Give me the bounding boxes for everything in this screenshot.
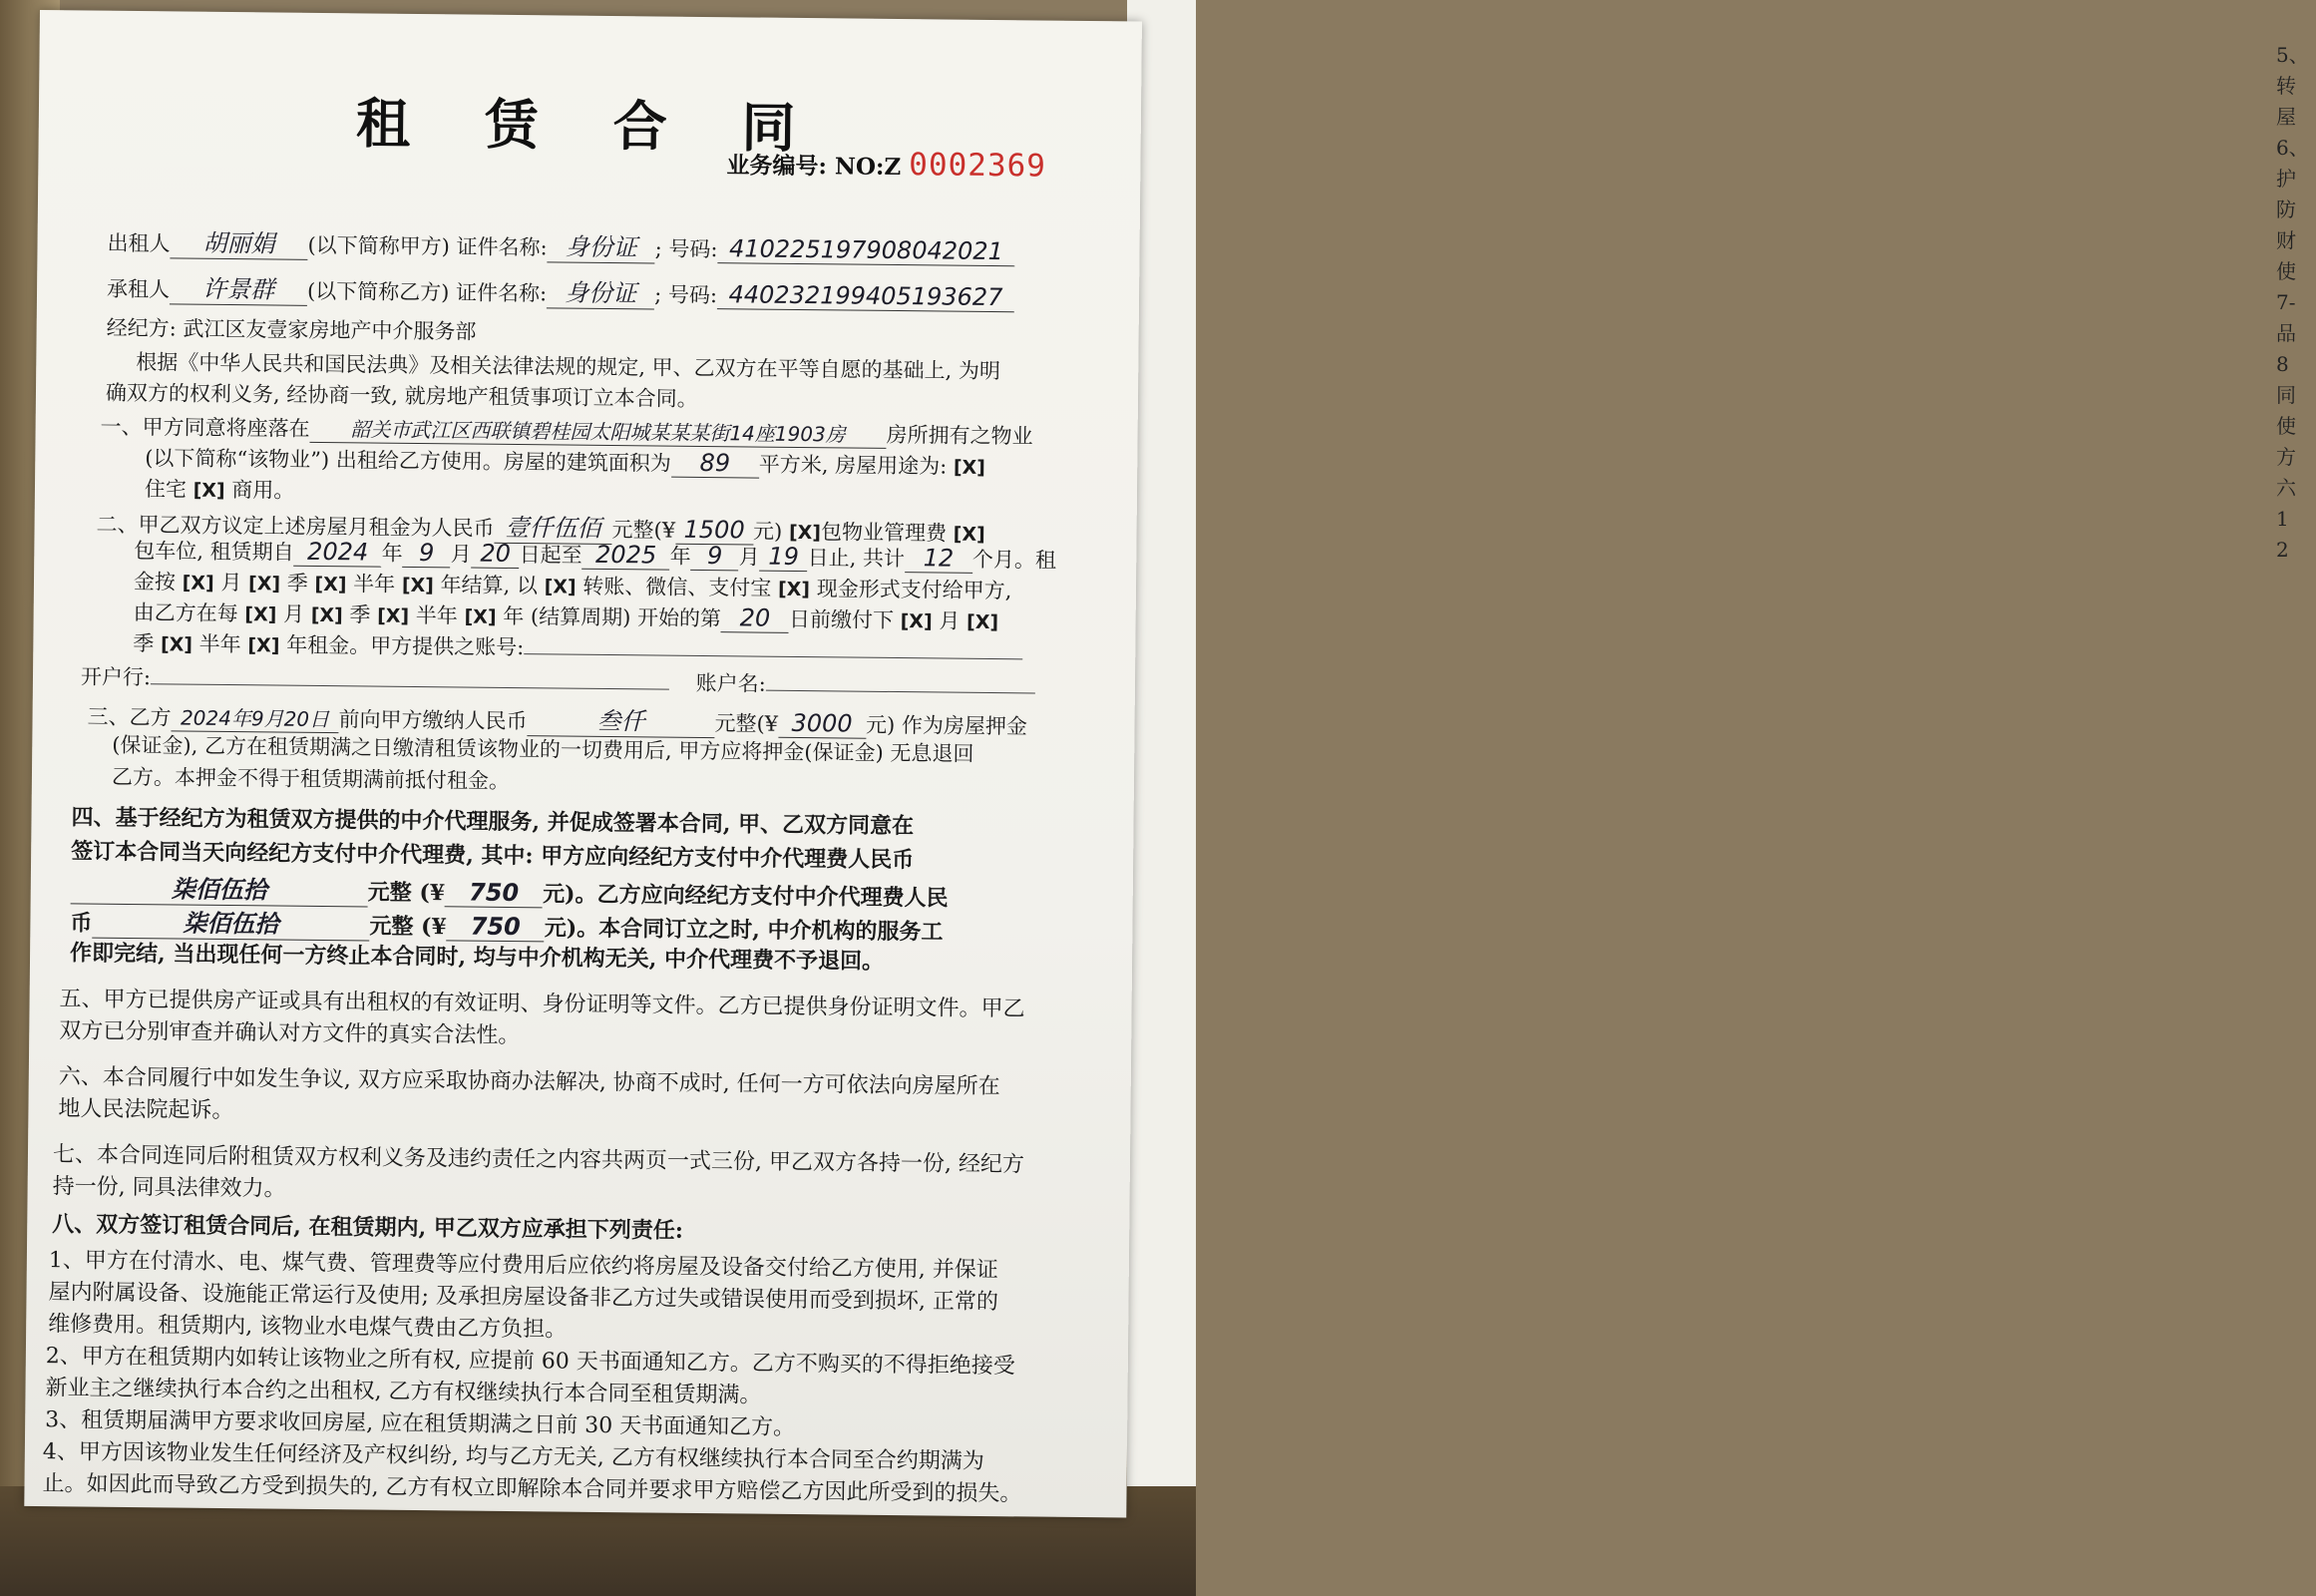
checkbox-icon: [X] bbox=[377, 604, 410, 627]
adjacent-page-text: 5、 转 屋 6、 护 防 财 使 7- 品 8 同 使 方 六 1 2 bbox=[2276, 43, 2309, 562]
section-5-line-2: 双方已分别审查并确认对方文件的真实合法性。 bbox=[59, 1018, 521, 1049]
lessee-id-type: 身份证 bbox=[547, 272, 654, 309]
rent-words: 壹仟伍佰 bbox=[494, 508, 611, 545]
checkbox-icon: [X] bbox=[310, 603, 343, 627]
section-3-line-3: 乙方。本押金不得于租赁期满前抵付租金。 bbox=[111, 764, 511, 793]
deposit-amount: 3000 bbox=[778, 709, 866, 739]
landlord-fee-amount: 750 bbox=[445, 878, 543, 908]
section-8-p2-2: 新业主之继续执行本合约之出租权, 乙方有权继续执行本合同至租赁期满。 bbox=[45, 1376, 762, 1408]
lessor-id-number: 410225197908042021 bbox=[717, 234, 1014, 266]
section-8-heading: 八、双方签订租赁合同后, 在租赁期内, 甲乙双方应承担下列责任: bbox=[52, 1211, 684, 1244]
preamble-2: 确双方的权利义务, 经协商一致, 就房地产租赁事项订立本合同。 bbox=[105, 380, 698, 411]
document-number: 业务编号: NO:Z 0002369 bbox=[726, 147, 1047, 185]
lessee-line: 承租人 许景群 (以下简称乙方) 证件名称: 身份证 ; 号码: 440232199405193627 bbox=[107, 268, 1014, 314]
checkbox-icon: [X] bbox=[953, 523, 985, 546]
end-year: 2025 bbox=[582, 541, 670, 571]
payment-day: 20 bbox=[721, 603, 789, 633]
lessor-id-type: 身份证 bbox=[548, 226, 655, 263]
checkbox-icon: [X] bbox=[544, 576, 577, 598]
lessee-name: 许景群 bbox=[170, 268, 307, 305]
section-8-p1-1: 1、甲方在付清水、电、煤气费、管理费等应付费用后应依约将房屋及设备交付给乙方使用, 并保证 bbox=[48, 1248, 998, 1284]
checkbox-icon: [X] bbox=[965, 610, 999, 634]
section-5-line-1: 五、甲方已提供房产证或具有出租权的有效证明、身份证明等文件。乙方已提供身份证明文件。甲乙 bbox=[59, 987, 1025, 1022]
landlord-fee-words: 柒佰伍拾 bbox=[71, 868, 368, 907]
section-6-line-2: 地人民法院起诉。 bbox=[58, 1096, 234, 1124]
start-day: 20 bbox=[472, 540, 520, 570]
checkbox-icon: [X] bbox=[777, 578, 811, 601]
bank-line: 开户行: 账户名: bbox=[81, 660, 1035, 700]
lease-months: 12 bbox=[905, 544, 972, 574]
checkbox-icon: [X] bbox=[193, 479, 225, 502]
section-2-line-4: 由乙方在每 [X] 月 [X] 季 [X] 半年 [X] 年 (结算周期) 开始的第 20 日前缴付下 [X] 月 [X] bbox=[133, 600, 999, 634]
page-title: 租 赁 合 同 bbox=[355, 91, 824, 161]
preamble-1: 根据《中华人民共和国民法典》及相关法律法规的规定, 甲、乙双方在平等自愿的基础上, 为明 bbox=[136, 350, 1001, 384]
checkbox-icon: [X] bbox=[900, 610, 933, 633]
bank-field bbox=[151, 663, 669, 689]
lessor-line: 出租人 胡丽娟 (以下简称甲方) 证件名称: 身份证 ; 号码: 410225197908042021 bbox=[107, 222, 1014, 268]
agent-line: 经纪方: 武江区友壹家房地产中介服务部 bbox=[106, 315, 477, 344]
checkbox-icon: [X] bbox=[788, 521, 822, 545]
section-8-p4-2: 止。如因此而导致乙方受到损失的, 乙方有权立即解除本合同并要求甲方赔偿乙方因此所受到的损失。 bbox=[42, 1471, 1022, 1507]
section-1-line-1: 一、甲方同意将座落在 韶关市武江区西联镇碧桂园太阳城某某某街14座1903房 房所拥有之物业 bbox=[100, 414, 1033, 449]
checkbox-icon: [X] bbox=[953, 456, 986, 479]
section-8-p2-1: 2、甲方在租赁期内如转让该物业之所有权, 应提前 60 天书面通知乙方。乙方不购买的不得拒绝接受 bbox=[45, 1344, 1015, 1380]
section-6-line-1: 六、本合同履行中如发生争议, 双方应采取协商办法解决, 协商不成时, 任何一方可依法向房屋所在 bbox=[58, 1064, 1000, 1100]
rent-amount: 1500 bbox=[675, 516, 753, 546]
end-day: 19 bbox=[760, 543, 808, 573]
property-area: 89 bbox=[671, 449, 759, 479]
checkbox-icon: [X] bbox=[244, 603, 277, 626]
lessor-name: 胡丽娟 bbox=[170, 222, 307, 259]
section-4-line-1: 四、基于经纪方为租赁双方提供的中介代理服务, 并促成签署本合同, 甲、乙双方同意在 bbox=[71, 804, 915, 840]
checkbox-icon: [X] bbox=[464, 605, 497, 628]
contract-page bbox=[24, 10, 1142, 1517]
section-7-line-1: 七、本合同连同后附租赁双方权利义务及违约责任之内容共两页一式三份, 甲乙双方各持一份, 经纪方 bbox=[52, 1142, 1025, 1178]
section-2-line-5: 季 [X] 半年 [X] 年租金。甲方提供之账号: bbox=[133, 627, 1022, 666]
deposit-date: 2024年9月20日 bbox=[171, 701, 338, 733]
document-number-value: 0002369 bbox=[909, 147, 1047, 185]
section-2-line-2: 包车位, 租赁期自 2024 年 9 月 20 日起至 2025 年 9 月 19 日止, 共计 12 个月。租 bbox=[134, 537, 1057, 573]
section-7-line-2: 持一份, 同具法律效力。 bbox=[52, 1174, 286, 1202]
section-8-p1-3: 维修费用。租赁期内, 该物业水电煤气费由乙方负担。 bbox=[48, 1312, 568, 1343]
section-4-line-4: 币 柒佰伍拾 元整 (¥ 750 元)。本合同订立之时, 中介机构的服务工 bbox=[70, 902, 943, 947]
checkbox-icon: [X] bbox=[160, 633, 193, 656]
section-8-p1-2: 屋内附属设备、设施能正常运行及使用; 及承担房屋设备非乙方过失或错误使用而受到损坏, 正常的 bbox=[48, 1280, 999, 1316]
section-8-p4-1: 4、甲方因该物业发生任何经济及产权纠纷, 均与乙方无关, 乙方有权继续执行本合同至合约期满为 bbox=[42, 1439, 984, 1474]
start-year: 2024 bbox=[294, 538, 382, 568]
checkbox-icon: [X] bbox=[247, 573, 281, 596]
section-1-line-3: 住宅 [X] 商用。 bbox=[144, 477, 295, 503]
section-3-line-1: 三、乙方 2024年9月20日 前向甲方缴纳人民币 叁仟 元整(¥ 3000 元) 作为房屋押金 bbox=[87, 696, 1027, 742]
section-3-line-2: (保证金), 乙方在租赁期满之日缴清租赁该物业的一切费用后, 甲方应将押金(保证金) 无息退回 bbox=[112, 732, 974, 766]
section-8-p3-1: 3、租赁期届满甲方要求收回房屋, 应在租赁期满之日前 30 天书面通知乙方。 bbox=[45, 1407, 796, 1441]
section-4-line-3: 柒佰伍拾 元整 (¥ 750 元)。乙方应向经纪方支付中介代理费人民 bbox=[71, 868, 949, 913]
checkbox-icon: [X] bbox=[401, 574, 435, 598]
start-month: 9 bbox=[403, 539, 451, 569]
section-1-line-2: (以下简称“该物业”) 出租给乙方使用。房屋的建筑面积为 89 平方米, 房屋用途为: [X] bbox=[145, 446, 986, 479]
account-number-field bbox=[524, 633, 1022, 659]
end-month: 9 bbox=[691, 542, 739, 572]
section-2-line-3: 金按 [X] 月 [X] 季 [X] 半年 [X] 年结算, 以 [X] 转账、微信、支付宝 [X] 现金形式支付给甲方, bbox=[133, 570, 1012, 603]
section-4-line-5: 作即完结, 当出现任何一方终止本合同时, 均与中介机构无关, 中介代理费不予退回。 bbox=[69, 940, 885, 975]
checkbox-icon: [X] bbox=[247, 634, 280, 657]
property-address: 韶关市武江区西联镇碧桂园太阳城某某某街14座1903房 bbox=[309, 413, 886, 449]
section-2-line-1: 二、甲乙双方议定上述房屋月租金为人民币 壹仟伍佰 元整(¥ 1500 元) [X]包物业管理费 [X] bbox=[96, 504, 985, 549]
deposit-words: 叁仟 bbox=[527, 700, 714, 738]
account-name-field bbox=[766, 670, 1035, 694]
checkbox-icon: [X] bbox=[182, 572, 214, 595]
tenant-fee-amount: 750 bbox=[447, 912, 545, 942]
lessee-id-number: 440232199405193627 bbox=[717, 280, 1014, 312]
section-4-line-2: 签订本合同当天向经纪方支付中介代理费, 其中: 甲方应向经纪方支付中介代理费人民币 bbox=[71, 838, 915, 874]
tenant-fee-words: 柒佰伍拾 bbox=[92, 903, 369, 942]
checkbox-icon: [X] bbox=[314, 573, 347, 597]
